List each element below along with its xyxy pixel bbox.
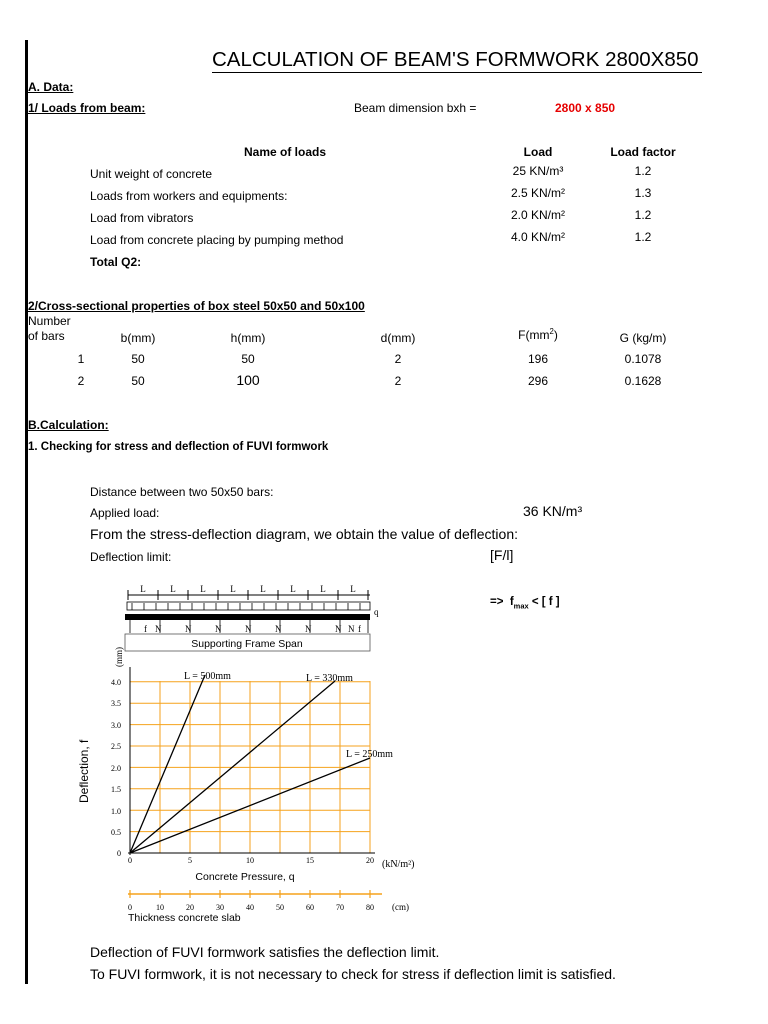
thickness-tick: 0: [128, 903, 132, 912]
load-arrows: [132, 603, 360, 610]
y-axis-label: Deflection, f: [77, 739, 91, 803]
section-row-g: 0.1628: [624, 374, 662, 388]
cross-section-heading: 2/Cross-sectional properties of box steel 50x50 and 50x100: [28, 299, 365, 313]
support-label: N: [245, 624, 252, 634]
thickness-unit: (cm): [392, 902, 409, 912]
y-tick: 3.5: [111, 699, 121, 708]
load-row-name: Loads from workers and equipments:: [90, 189, 288, 203]
header-number-line1: Number: [28, 314, 71, 328]
beam-bar: [125, 614, 370, 620]
diagram-sentence: From the stress-deflection diagram, we obtain the value of deflection:: [90, 526, 518, 542]
thickness-tick: 50: [276, 903, 284, 912]
header-d: d(mm): [380, 331, 416, 345]
left-margin-rule: [25, 40, 28, 984]
loads-header-name: Name of loads: [244, 145, 327, 159]
section-row-h: 100: [236, 372, 260, 388]
y-tick: 4.0: [111, 678, 121, 687]
load-row-value: 2.0 KN/m²: [510, 208, 566, 222]
thickness-tick: 40: [246, 903, 254, 912]
stress-deflection-diagram: [70, 575, 450, 925]
thickness-tick: 60: [306, 903, 314, 912]
load-row-name: Unit weight of concrete: [90, 167, 213, 181]
applied-load-label: Applied load:: [90, 506, 160, 520]
span-label: L: [260, 584, 266, 594]
span-label: L: [170, 584, 176, 594]
line-label-l250: L = 250mm: [346, 749, 393, 760]
span-label: L: [140, 584, 146, 594]
load-row-factor: 1.2: [634, 208, 652, 222]
span-label: L: [320, 584, 326, 594]
distance-label: Distance between two 50x50 bars:: [90, 485, 274, 499]
section-row-g: 0.1078: [624, 352, 662, 366]
load-row-value: 2.5 KN/m²: [510, 186, 566, 200]
span-label: L: [200, 584, 206, 594]
thickness-tick: 20: [186, 903, 194, 912]
beam-dimension-label: Beam dimension bxh =: [354, 101, 477, 115]
section-b-heading: B.Calculation:: [28, 418, 109, 432]
section-row-d: 2: [394, 374, 402, 388]
total-q2-label: Total Q2:: [90, 255, 142, 269]
header-g: G (kg/m): [619, 331, 667, 345]
y-tick: 1.0: [111, 807, 121, 816]
span-caption: Supporting Frame Span: [191, 638, 303, 650]
thickness-label: Thickness concrete slab: [128, 912, 241, 924]
deflection-formula: => $f_{max}$ < [ f ]: [490, 596, 560, 611]
load-row-name: Load from vibrators: [90, 211, 194, 225]
deflection-limit-value: [F/l]: [490, 547, 514, 563]
span-label: L: [230, 584, 236, 594]
conclusion-line-2: To FUVI formwork, it is not necessary to check for stress if deflection limit is satisfied.: [90, 966, 616, 982]
y-tick: 3.0: [111, 721, 121, 730]
thickness-tick: 10: [156, 903, 164, 912]
section-row-f: 196: [527, 352, 549, 366]
load-row-factor: 1.2: [634, 164, 652, 178]
section-row-d: 2: [394, 352, 402, 366]
support-label: N: [335, 624, 342, 634]
header-b: b(mm): [120, 331, 156, 345]
section-row-b: 50: [131, 374, 145, 388]
section-row-n: 1: [77, 352, 85, 366]
x-tick: 20: [366, 856, 374, 865]
loads-header-load: Load: [523, 145, 553, 159]
span-label: L: [290, 584, 296, 594]
line-label-l500: L = 500mm: [184, 671, 231, 682]
y-tick: 2.0: [111, 764, 121, 773]
header-number-line2: of bars: [28, 329, 65, 343]
q-label: q: [374, 607, 379, 617]
thickness-tick: 70: [336, 903, 344, 912]
conclusion-line-1: Deflection of FUVI formwork satisfies the deflection limit.: [90, 944, 440, 960]
line-label-l330: L = 330mm: [306, 673, 353, 684]
x-tick: 0: [128, 856, 132, 865]
load-band: [127, 602, 370, 610]
load-row-factor: 1.3: [634, 186, 652, 200]
support-label: N: [275, 624, 282, 634]
support-label: N: [348, 624, 355, 634]
x-tick: 5: [188, 856, 192, 865]
section-a-heading: A. Data:: [28, 80, 74, 94]
header-f: $F(mm^2)$: [518, 327, 558, 342]
y-tick: 0.5: [111, 828, 121, 837]
loads-heading: 1/ Loads from beam:: [28, 101, 146, 115]
support-label: N: [185, 624, 192, 634]
section-row-h: 50: [241, 352, 255, 366]
loads-header-factor: Load factor: [610, 145, 676, 159]
span-label: L: [350, 584, 356, 594]
section-row-f: 296: [527, 374, 549, 388]
support-label: N: [305, 624, 312, 634]
y-tick: 0: [117, 849, 121, 858]
y-unit: (mm): [114, 647, 124, 667]
line-l500: [130, 675, 205, 853]
y-tick: 1.5: [111, 785, 121, 794]
x-axis-label: Concrete Pressure, q: [195, 871, 295, 883]
page-title: CALCULATION OF BEAM'S FORMWORK 2800X850: [212, 48, 699, 71]
load-row-name: Load from concrete placing by pumping method: [90, 233, 344, 247]
y-tick: 2.5: [111, 742, 121, 751]
deflection-limit-label: Deflection limit:: [90, 550, 172, 564]
title-underline: [212, 72, 702, 73]
x-unit: (kN/m²): [382, 859, 415, 870]
section-row-b: 50: [131, 352, 145, 366]
applied-load-value: 36 KN/m³: [523, 503, 583, 519]
load-row-value: 4.0 KN/m²: [510, 230, 566, 244]
header-h: h(mm): [230, 331, 266, 345]
load-row-value: 25 KN/m³: [512, 164, 564, 178]
support-label: N: [215, 624, 222, 634]
checking-heading: 1. Checking for stress and deflection of FUVI formwork: [28, 441, 329, 453]
x-tick: 15: [306, 856, 314, 865]
support-label: f: [358, 624, 361, 634]
support-label: f: [144, 624, 147, 634]
thickness-tick: 30: [216, 903, 224, 912]
load-row-factor: 1.2: [634, 230, 652, 244]
thickness-tick: 80: [366, 903, 374, 912]
section-row-n: 2: [77, 374, 85, 388]
support-label: N: [155, 624, 162, 634]
beam-dimension-value: 2800 x 850: [555, 101, 616, 115]
x-tick: 10: [246, 856, 254, 865]
